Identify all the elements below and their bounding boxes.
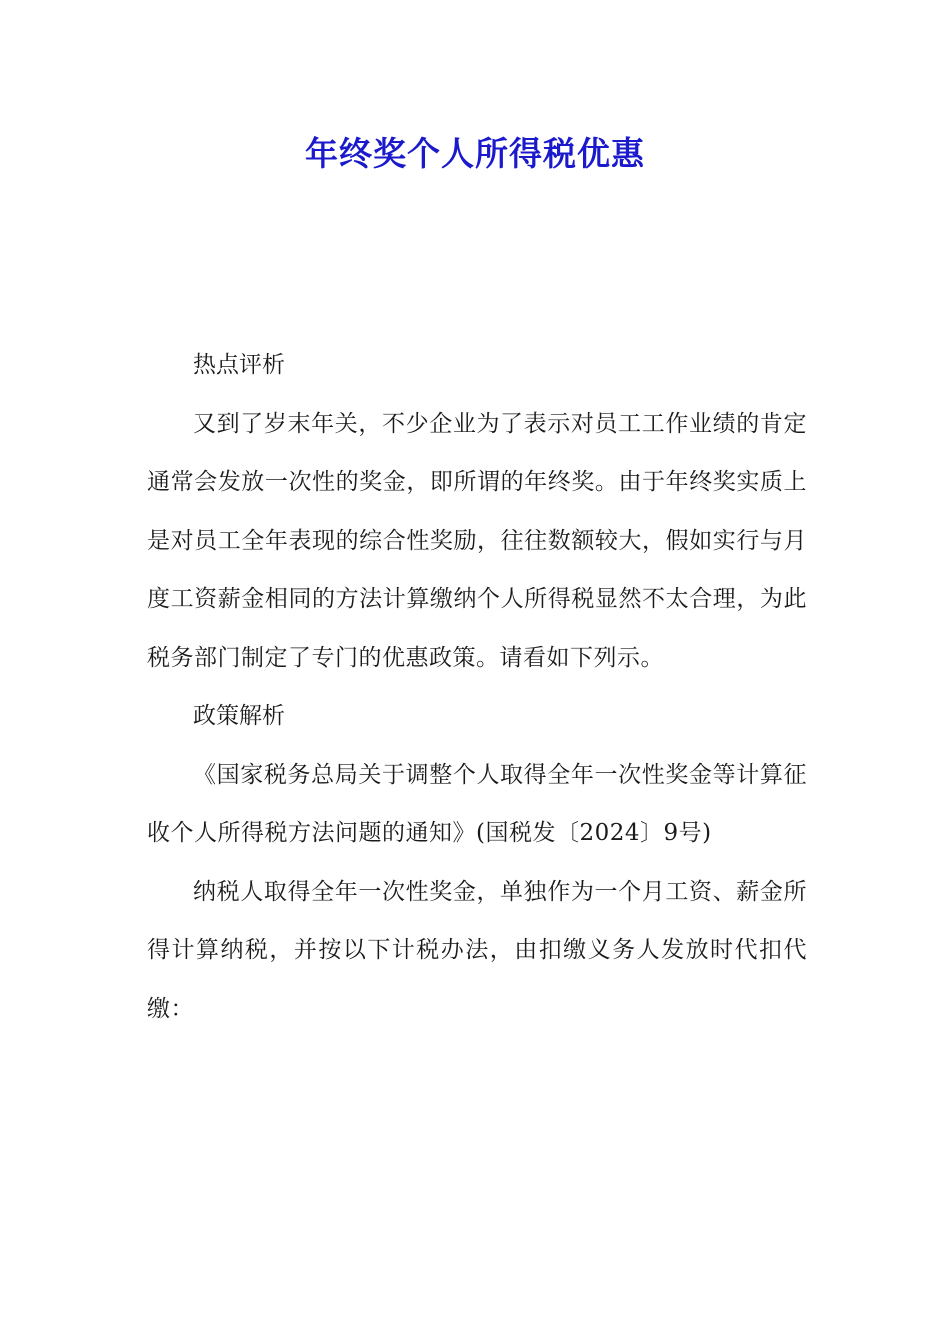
document-title: 年终奖个人所得税优惠	[305, 134, 645, 173]
paragraph-intro: 又到了岁末年关，不少企业为了表示对员工工作业绩的肯定通常会发放一次性的奖金，即所谓的年终奖。由于年终奖实质上是对员工全年表现的综合性奖励，往往数额较大，假如实行与月度工资薪金相同的方法计算缴纳个人所得税显然不太合理，为此税务部门制定了专门的优惠政策。请看如下列示。	[147, 410, 807, 671]
paragraph-policy-detail: 纳税人取得全年一次性奖金，单独作为一个月工资、薪金所得计算纳税，并按以下计税办法，由扣缴义务人发放时代扣代缴：	[147, 878, 807, 1022]
section-heading-policy: 政策解析	[193, 703, 285, 729]
document-body	[147, 336, 807, 1038]
section-heading-hot-topic: 热点评析	[193, 352, 285, 378]
paragraph-policy-reference: 《国家税务总局关于调整个人取得全年一次性奖金等计算征收个人所得税方法问题的通知》(国税发〔2024〕9号)	[147, 761, 807, 846]
